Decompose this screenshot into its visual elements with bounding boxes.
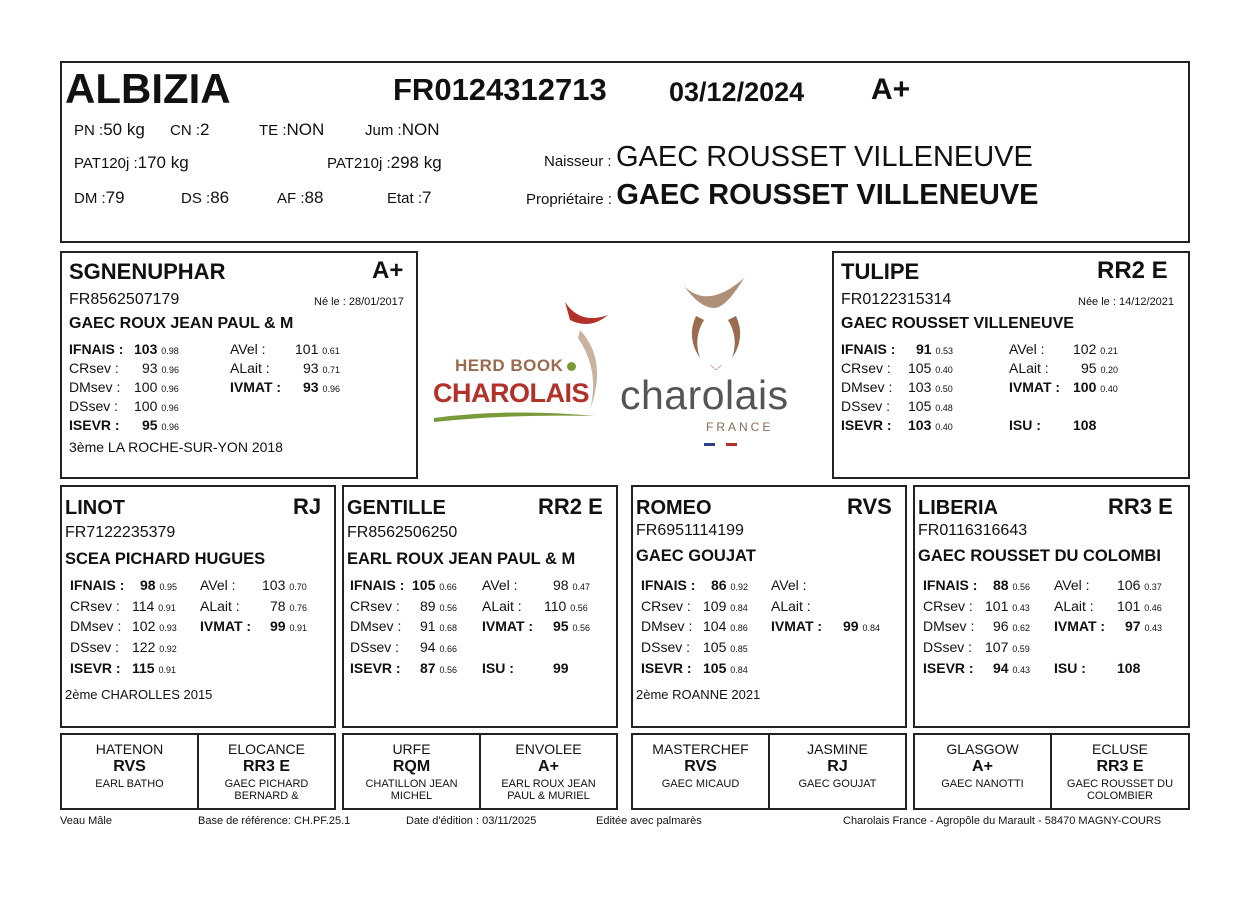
gp-ifnais: IFNAIS : (350, 577, 405, 593)
sire-crsev: CRsev : (69, 360, 119, 376)
dm-value: 79 (105, 188, 125, 207)
herdbook-line2: CHAROLAIS (433, 378, 589, 408)
gp-alait: ALait : (771, 598, 811, 614)
gp-dmsev: DMsev : (923, 618, 975, 634)
jum-field (365, 120, 439, 140)
dam-id: FR0122315314 (841, 291, 952, 308)
gp-ifnais-val: 105 0.66 (412, 577, 457, 593)
jum-value: NON (401, 120, 440, 139)
footer-sex: Veau Mâle (60, 815, 112, 827)
ggp-name: JASMINE (807, 741, 868, 757)
gp-name: ROMEO (636, 497, 712, 519)
sire-ifnais: IFNAIS : (69, 341, 124, 357)
etat-field (387, 188, 432, 208)
sire-alait-val: 93 0.71 (303, 360, 340, 376)
gp-owner: EARL ROUX JEAN PAUL & M (347, 550, 576, 568)
flag-red (726, 443, 737, 446)
dam-born-value: 14/12/2021 (1118, 296, 1175, 308)
af-label: AF : (277, 190, 305, 207)
dam-crsev-val: 105 0.40 (908, 360, 953, 376)
gp-avel: AVel : (200, 577, 236, 593)
dam-crsev: CRsev : (841, 360, 891, 376)
sire-isevr-val: 95 0.96 (142, 417, 179, 433)
proprietaire-label: Propriétaire : (526, 191, 612, 208)
sire-dssev: DSsev : (69, 398, 119, 414)
sire-ivmat-val: 93 0.96 (303, 379, 340, 395)
gp-avel-val: 103 0.70 (262, 577, 307, 593)
gp-grade: RR3 E (1108, 494, 1173, 519)
gp-ivmat: IVMAT : (482, 618, 534, 634)
dam-avel: AVel : (1009, 341, 1045, 357)
cn-label: CN : (170, 122, 200, 139)
gp-ifnais: IFNAIS : (641, 577, 696, 593)
ggp-grade: RVS (113, 758, 146, 775)
gp-id: FR7122235379 (65, 524, 176, 541)
ggp-owner: GAEC PICHARD BERNARD & (224, 778, 309, 802)
herdbook-logo (430, 290, 620, 430)
ggp-grade: RQM (392, 758, 431, 775)
animal-birth-date: 03/12/2024 (669, 77, 805, 107)
grandparent-card (60, 485, 336, 728)
gp-name: LIBERIA (918, 497, 998, 519)
animal-id: FR0124312713 (393, 72, 607, 107)
gp-alait: ALait : (1054, 598, 1094, 614)
ggp-pair-box (342, 733, 618, 810)
sire-born-value: 28/01/2017 (348, 296, 404, 308)
gp-dmsev: DMsev : (641, 618, 693, 634)
gp-isu-val: 108 (1117, 660, 1141, 676)
pat210-value: 298 kg (390, 153, 442, 172)
gp-crsev-val: 109 0.84 (703, 598, 748, 614)
dam-name: TULIPE (841, 259, 920, 284)
gp-ivmat-val: 99 0.84 (843, 618, 880, 634)
ggp-grade: RJ (827, 758, 848, 775)
gp-ivmat-val: 95 0.56 (553, 618, 590, 634)
gp-avel: AVel : (771, 577, 807, 593)
ggp-owner: GAEC ROUSSET DU COLOMBIER (1066, 778, 1174, 802)
gp-avel: AVel : (1054, 577, 1090, 593)
dam-isu-val: 108 (1073, 417, 1097, 433)
gp-dssev-val: 107 0.59 (985, 639, 1030, 655)
naisseur-label: Naisseur : (544, 153, 612, 170)
ds-field (181, 188, 229, 208)
gp-dssev: DSsev : (350, 639, 400, 655)
gp-alait: ALait : (482, 598, 522, 614)
gp-avel-val: 98 0.47 (553, 577, 590, 593)
ggp-owner: EARL ROUX JEAN PAUL & MURIEL (501, 778, 596, 802)
gp-ivmat: IVMAT : (1054, 618, 1106, 634)
ggp-owner: GAEC NANOTTI (941, 778, 1024, 790)
gp-crsev-val: 89 0.56 (420, 598, 457, 614)
dam-alait: ALait : (1009, 360, 1049, 376)
footer-palmares-note: Editée avec palmarès (596, 815, 702, 827)
ggp-pair-box (631, 733, 907, 810)
sire-dmsev: DMsev : (69, 379, 121, 395)
gp-avel-val: 106 0.37 (1117, 577, 1162, 593)
gp-ifnais-val: 88 0.56 (993, 577, 1030, 593)
sire-ivmat: IVMAT : (230, 379, 282, 395)
footer-address: Charolais France - Agropôle du Marault - 58470 MAGNY-COURS (843, 815, 1162, 827)
te-field (259, 120, 324, 140)
pat120-label: PAT120j : (74, 155, 138, 172)
gp-dmsev: DMsev : (350, 618, 402, 634)
gp-dmsev: DMsev : (70, 618, 122, 634)
grandparent-card (631, 485, 907, 728)
gp-grade: RVS (847, 494, 892, 519)
gp-palmares: 2ème CHAROLLES 2015 (65, 687, 213, 702)
proprietaire-field (526, 179, 1039, 212)
dam-alait-val: 95 0.20 (1081, 360, 1118, 376)
gp-isu: ISU : (482, 660, 514, 676)
footer-base: Base de référence: CH.PF.25.1 (198, 815, 351, 827)
animal-name: ALBIZIA (65, 65, 231, 112)
etat-value: 7 (422, 188, 432, 207)
gp-dssev: DSsev : (641, 639, 691, 655)
ggp-grade: RR3 E (1096, 758, 1144, 775)
gp-name: GENTILLE (347, 497, 446, 519)
ggp-name: HATENON (95, 741, 164, 757)
ggp-grade: A+ (538, 758, 559, 775)
gp-isevr: ISEVR : (923, 660, 974, 676)
sire-isevr: ISEVR : (69, 417, 120, 433)
ggp-name: ENVOLEE (515, 741, 582, 757)
gp-ivmat: IVMAT : (771, 618, 823, 634)
great-grandparent-cell (915, 735, 1052, 808)
jum-label: Jum : (365, 122, 402, 139)
gp-dssev: DSsev : (70, 639, 120, 655)
gp-ifnais-val: 86 0.92 (711, 577, 748, 593)
gp-isevr: ISEVR : (641, 660, 692, 676)
gp-crsev: CRsev : (350, 598, 400, 614)
pat210-label: PAT210j : (327, 155, 391, 172)
gp-ivmat-val: 97 0.43 (1125, 618, 1162, 634)
gp-palmares: 2ème ROANNE 2021 (636, 687, 761, 702)
gp-owner: GAEC GOUJAT (636, 547, 756, 565)
dam-dmsev-val: 103 0.50 (908, 379, 953, 395)
sire-avel-val: 101 0.61 (295, 341, 340, 357)
pn-value: 50 kg (103, 120, 145, 139)
animal-grade: A+ (871, 73, 911, 106)
ggp-name: GLASGOW (946, 741, 1019, 757)
gp-avel: AVel : (482, 577, 518, 593)
dam-owner: GAEC ROUSSET VILLENEUVE (841, 315, 1074, 332)
af-field (277, 188, 323, 208)
dam-dssev: DSsev : (841, 398, 891, 414)
gp-dmsev-val: 102 0.93 (132, 618, 177, 634)
te-value: NON (286, 120, 325, 139)
gp-isevr-val: 105 0.84 (703, 660, 748, 676)
great-grandparent-cell (633, 735, 770, 808)
ggp-owner: EARL BATHO (95, 778, 164, 790)
dam-ivmat-val: 100 0.40 (1073, 379, 1118, 395)
sire-ifnais-val: 103 0.98 (134, 341, 179, 357)
sire-id: FR8562507179 (69, 291, 180, 308)
gp-isu-val: 99 (553, 660, 569, 676)
dm-label: DM : (74, 190, 106, 207)
dam-isu: ISU : (1009, 417, 1041, 433)
ggp-pair-box (913, 733, 1190, 810)
gp-dmsev-val: 104 0.86 (703, 618, 748, 634)
gp-id: FR6951114199 (636, 522, 744, 539)
gp-ifnais-val: 98 0.95 (140, 577, 177, 593)
gp-grade: RJ (293, 494, 322, 519)
herdbook-line1: HERD BOOK (455, 356, 564, 375)
ggp-grade: A+ (972, 758, 993, 775)
gp-grade: RR2 E (538, 494, 603, 519)
footer-edition-date: Date d'édition : 03/11/2025 (406, 815, 537, 827)
charolais-france-logo (618, 278, 823, 453)
gp-ivmat: IVMAT : (200, 618, 252, 634)
dam-ifnais: IFNAIS : (841, 341, 896, 357)
sire-alait: ALait : (230, 360, 270, 376)
gp-dssev: DSsev : (923, 639, 973, 655)
naisseur-field (544, 141, 1033, 174)
dam-ivmat: IVMAT : (1009, 379, 1061, 395)
gp-id: FR8562506250 (347, 524, 458, 541)
gp-crsev: CRsev : (641, 598, 691, 614)
sire-palmares: 3ème LA ROCHE-SUR-YON 2018 (69, 439, 283, 455)
gp-isevr: ISEVR : (350, 660, 401, 676)
sire-crsev-val: 93 0.96 (142, 360, 179, 376)
gp-crsev-val: 101 0.43 (985, 598, 1030, 614)
ggp-name: MASTERCHEF (652, 741, 749, 757)
sire-birth (314, 296, 404, 308)
great-grandparent-cell (481, 735, 616, 808)
ggp-pair-box (60, 733, 336, 810)
herdbook-dot (567, 362, 576, 371)
naisseur-value: GAEC ROUSSET VILLENEUVE (615, 141, 1033, 173)
great-grandparent-cell (770, 735, 905, 808)
dam-avel-val: 102 0.21 (1073, 341, 1118, 357)
ggp-name: ECLUSE (1091, 741, 1149, 757)
gp-dssev-val: 105 0.85 (703, 639, 748, 655)
great-grandparent-cell (344, 735, 481, 808)
ggp-name: URFE (392, 741, 431, 757)
dam-grade: RR2 E (1097, 257, 1168, 284)
charolais-wordmark: charolais (620, 372, 789, 418)
gp-ifnais: IFNAIS : (70, 577, 125, 593)
gp-alait: ALait : (200, 598, 240, 614)
gp-alait-val: 110 0.56 (544, 598, 588, 614)
sire-card (60, 251, 418, 479)
gp-alait-val: 101 0.46 (1117, 598, 1162, 614)
gp-dmsev-val: 91 0.68 (420, 618, 457, 634)
ds-label: DS : (181, 190, 211, 207)
af-value: 88 (304, 188, 324, 207)
sire-grade: A+ (372, 257, 404, 284)
gp-isevr-val: 87 0.56 (420, 660, 457, 676)
gp-id: FR0116316643 (918, 522, 1028, 539)
ggp-owner: GAEC GOUJAT (798, 778, 877, 790)
ds-value: 86 (210, 188, 230, 207)
gp-isevr-val: 115 0.91 (132, 660, 177, 676)
great-grandparent-cell (62, 735, 199, 808)
dam-dmsev: DMsev : (841, 379, 893, 395)
gp-crsev: CRsev : (923, 598, 973, 614)
sire-name: SGNENUPHAR (69, 259, 226, 284)
gp-dmsev-val: 96 0.62 (993, 618, 1030, 634)
gp-ivmat-val: 99 0.91 (270, 618, 307, 634)
ggp-grade: RR3 E (242, 758, 291, 775)
gp-crsev-val: 114 0.91 (132, 598, 176, 614)
etat-label: Etat : (387, 190, 423, 207)
ggp-owner: GAEC MICAUD (661, 778, 740, 790)
cn-value: 2 (200, 120, 210, 139)
gp-dssev-val: 122 0.92 (132, 639, 177, 655)
gp-isevr-val: 94 0.43 (993, 660, 1030, 676)
animal-header-box (60, 61, 1190, 243)
grandparent-card (913, 485, 1190, 728)
dam-birth (1078, 296, 1174, 308)
gp-isevr: ISEVR : (70, 660, 121, 676)
dm-field (74, 188, 125, 208)
great-grandparent-cell (199, 735, 334, 808)
dam-card (832, 251, 1190, 479)
gp-dssev-val: 94 0.66 (420, 639, 457, 655)
gp-ifnais: IFNAIS : (923, 577, 978, 593)
dam-ifnais-val: 91 0.53 (916, 341, 953, 357)
pat210-field (327, 153, 442, 173)
sire-dssev-val: 100 0.96 (134, 398, 179, 414)
pat120-field (74, 153, 189, 173)
gp-name: LINOT (65, 497, 125, 519)
sire-avel: AVel : (230, 341, 266, 357)
pn-field (74, 120, 145, 140)
great-grandparent-cell (1052, 735, 1188, 808)
gp-owner: SCEA PICHARD HUGUES (65, 550, 266, 568)
sire-dmsev-val: 100 0.96 (134, 379, 179, 395)
sire-owner: GAEC ROUX JEAN PAUL & M (69, 315, 294, 332)
ggp-owner: CHATILLON JEAN MICHEL (365, 778, 458, 802)
grandparent-card (342, 485, 618, 728)
dam-born-label: Née le : (1078, 296, 1116, 308)
charolais-france-subtitle: FRANCE (706, 420, 774, 434)
dam-dssev-val: 105 0.48 (908, 398, 953, 414)
pn-label: PN : (74, 122, 104, 139)
te-label: TE : (259, 122, 287, 139)
proprietaire-value: GAEC ROUSSET VILLENEUVE (616, 179, 1039, 211)
ggp-grade: RVS (684, 758, 717, 775)
ggp-name: ELOCANCE (227, 741, 306, 757)
gp-alait-val: 78 0.76 (270, 598, 307, 614)
sire-born-label: Né le : (314, 296, 346, 308)
gp-crsev: CRsev : (70, 598, 120, 614)
gp-isu: ISU : (1054, 660, 1086, 676)
dam-isevr-val: 103 0.40 (908, 417, 953, 433)
cn-field (170, 120, 209, 140)
dam-isevr: ISEVR : (841, 417, 892, 433)
flag-blue (704, 443, 715, 446)
gp-owner: GAEC ROUSSET DU COLOMBI (918, 547, 1161, 565)
pat120-value: 170 kg (137, 153, 189, 172)
